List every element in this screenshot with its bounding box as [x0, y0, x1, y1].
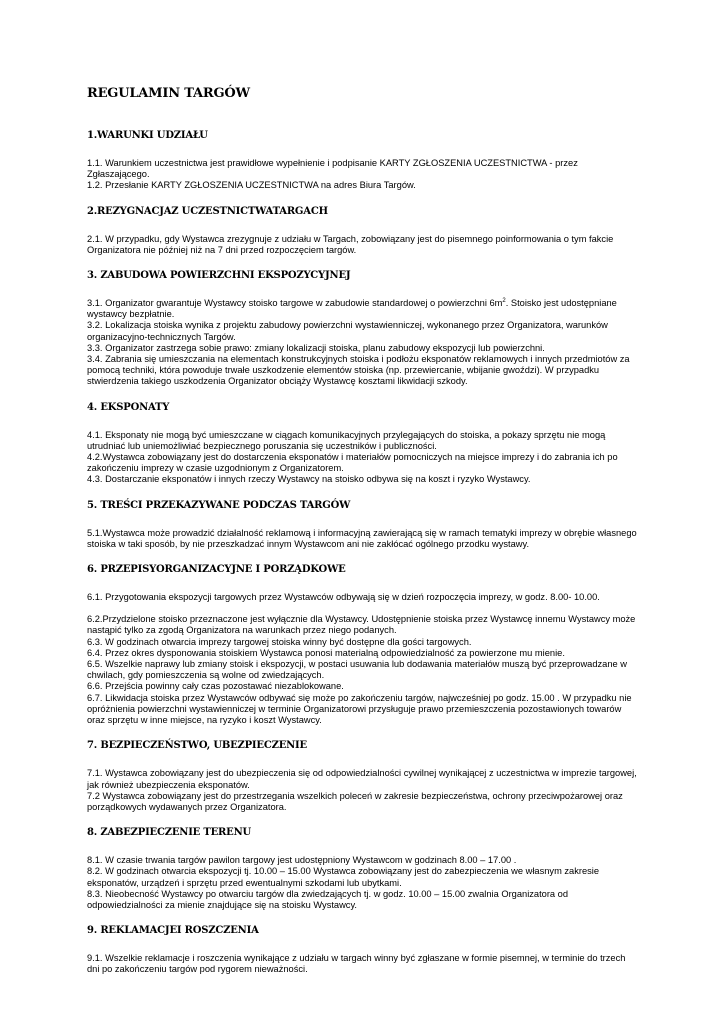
- paragraph: 3.2. Lokalizacja stoiska wynika z projektu zabudowy powierzchni wystawienniczej, wykonanego przez Organizatora, warunków organizacyjno-technicznych Targów.: [87, 320, 608, 342]
- section-heading: 8. ZABEZPIECZENIE TERENU: [87, 827, 252, 839]
- paragraph: 8.1. W czasie trwania targów pawilon targowy jest udostępniony Wystawcom w godzinach 8.00 – 17.00 .: [87, 855, 517, 866]
- section-heading: 7. BEZPIECZEŃSTWO, UBEZPIECZENIE: [87, 740, 307, 752]
- section-2: [87, 206, 639, 256]
- section-6: [87, 564, 639, 726]
- section-4: [87, 402, 639, 486]
- paragraph: 6.1. Przygotowania ekspozycji targowych przez Wystawców odbywają się w dzień rozpoczęcia imprezy, w godz. 8.00- 10.00.: [87, 592, 600, 603]
- paragraph: 4.2.Wystawca zobowiązany jest do dostarczenia eksponatów i materiałów pomocniczych na miejsce imprezy i do zabrania ich po zakończeniu imprezy w czasie uzgodnionym z Organizatorem.: [87, 452, 618, 474]
- paragraph: 6.3. W godzinach otwarcia imprezy targowej stoiska winny być dostępne dla gości targowych.: [87, 636, 472, 647]
- paragraph: 3.4. Zabrania się umieszczania na elementach konstrukcyjnych stoiska i podłożu eksponatów reklamowych i innych przedmiotów za pomocą techniki, która powoduje trwałe uszkodzenie elementów stoiska (np. przewiercanie, wbijanie gwoździ). W przypadku stwierdzenia takiego uszkodzenia Organizator obciąży Wystawcę kosztami likwidacji szkody.: [87, 354, 630, 387]
- paragraph: 8.2. W godzinach otwarcia ekspozycji tj. 10.00 – 15.00 Wystawca zobowiązany jest do zabezpieczenia we własnym zakresie eksponatów, urządzeń i sprzętu przed ewentualnymi szkodami lub ubytkami.: [87, 866, 600, 888]
- paragraph: 1.1. Warunkiem uczestnictwa jest prawidłowe wypełnienie i podpisanie KARTY ZGŁOSZENIA UCZESTNICTWA - przez Zgłaszającego.: [87, 158, 578, 180]
- paragraph: 6.5. Wszelkie naprawy lub zmiany stoisk i ekspozycji, w postaci usuwania lub dodawania materiałów muszą być przeprowadzane w chwilach, gdy pomieszczenia są wolne od zwiedzających.: [87, 659, 627, 681]
- section-7: [87, 740, 639, 813]
- section-heading: 2.REZYGNACJAZ UCZESTNICTWATARGACH: [87, 205, 328, 217]
- paragraph-tail: . Stoisko jest udostępniane wystawcy bezpłatnie.: [87, 298, 617, 320]
- section-heading: 5. TREŚCI PRZEKAZYWANE PODCZAS TARGÓW: [87, 499, 351, 511]
- section-heading: 1.WARUNKI UDZIAŁU: [87, 130, 208, 141]
- paragraph: 7.2 Wystawca zobowiązany jest do przestrzegania wszelkich poleceń w zakresie bezpieczeństwa, ochrony przeciwpożarowej oraz porządkowych wydawanych przez Organizatora.: [87, 790, 623, 812]
- paragraph-with-superscript: [87, 298, 639, 320]
- section-8: [87, 827, 639, 911]
- paragraph: 9.1. Wszelkie reklamacje i roszczenia wynikające z udziału w targach winny być zgłaszane w formie pisemnej, w terminie do trzech dni po zakończeniu targów pod rygorem nieważności.: [87, 953, 626, 975]
- section-heading: 6. PRZEPISYORGANIZACYJNE I PORZĄDKOWE: [87, 564, 346, 576]
- paragraph: 5.1.Wystawca może prowadzić działalność reklamową i informacyjną zawierającą się w ramach tematyki imprezy w obrębie własnego stoiska w taki sposób, by nie przeszkadzać innym Wystawcom ani nie zakłócać ogólnego przodku wystawy.: [87, 527, 637, 549]
- paragraph-text: 3.1. Organizator gwarantuje Wystawcy stoisko targowe w zabudowie standardowej o powierzchni 6m: [87, 298, 503, 309]
- paragraph: 4.1. Eksponaty nie mogą być umieszczane w ciągach komunikacyjnych przylegających do stoiska, a pokazy sprzętu nie mogą utrudniać lub uniemożliwiać bezpiecznego poruszania się uczestników i publiczności.: [87, 429, 606, 451]
- section-5: [87, 500, 639, 550]
- paragraph: 6.4. Przez okres dysponowania stoiskiem Wystawca ponosi materialną odpowiedzialność za powierzone mu mienie.: [87, 647, 565, 658]
- paragraph: 4.3. Dostarczanie eksponatów i innych rzeczy Wystawcy na stoisko odbywa się na koszt i ryzyko Wystawcy.: [87, 474, 531, 485]
- paragraph: 8.3. Nieobecność Wystawcy po otwarciu targów dla zwiedzających tj. w godz. 10.00 – 15.00 zwalnia Organizatora od odpowiedzialności za mienie znajdujące się na stoisku Wystawcy.: [87, 888, 569, 910]
- superscript: 2: [502, 297, 506, 304]
- paragraph: 3.3. Organizator zastrzega sobie prawo: zmiany lokalizacji stoiska, planu zabudowy ekspozycji lub powierzchni.: [87, 342, 545, 353]
- paragraph: 1.2. Przesłanie KARTY ZGŁOSZENIA UCZESTNICTWA na adres Biura Targów.: [87, 180, 416, 191]
- document-content: [87, 86, 639, 990]
- section-heading: 3. ZABUDOWA POWIERZCHNI EKSPOZYCYJNEJ: [87, 270, 351, 282]
- section-heading: 9. REKLAMACJEI ROSZCZENIA: [87, 925, 259, 937]
- paragraph: 7.1. Wystawca zobowiązany jest do ubezpieczenia się od odpowiedzialności cywilnej wynikającej z uczestnictwa w imprezie targowej, jak również ubezpieczenia eksponatów.: [87, 768, 637, 790]
- section-9: [87, 925, 639, 975]
- paragraph: 2.1. W przypadku, gdy Wystawca zrezygnuje z udziału w Targach, zobowiązany jest do pisemnego poinformowania o tym fakcie Organizatora nie później niż na 7 dni przed rozpoczęciem targów.: [87, 233, 614, 255]
- document-title: REGULAMIN TARGÓW: [87, 86, 250, 101]
- section-3: [87, 270, 639, 388]
- paragraph: 6.7. Likwidacja stoiska przez Wystawców odbywać się może po zakończeniu targów, najwcześniej po godz. 15.00 . W przypadku nie opróżnienia powierzchni wystawienniczej w terminie Organizatorowi przysługuje prawo przemieszczenia pozostawionych towarów oraz sprzętu w inne miejsce, na ryzyko i koszt Wystawcy.: [87, 692, 632, 726]
- paragraph: 6.2.Przydzielone stoisko przeznaczone jest wyłącznie dla Wystawcy. Udostępnienie stoiska przez Wystawcę innemu Wystawcy może nastąpić tylko za zgodą Organizatora na warunkach przez niego podanych.: [87, 614, 636, 636]
- section-1: [87, 130, 639, 192]
- paragraph: 6.6. Przejścia powinny cały czas pozostawać niezablokowane.: [87, 681, 344, 692]
- section-heading: 4. EKSPONATY: [87, 401, 170, 413]
